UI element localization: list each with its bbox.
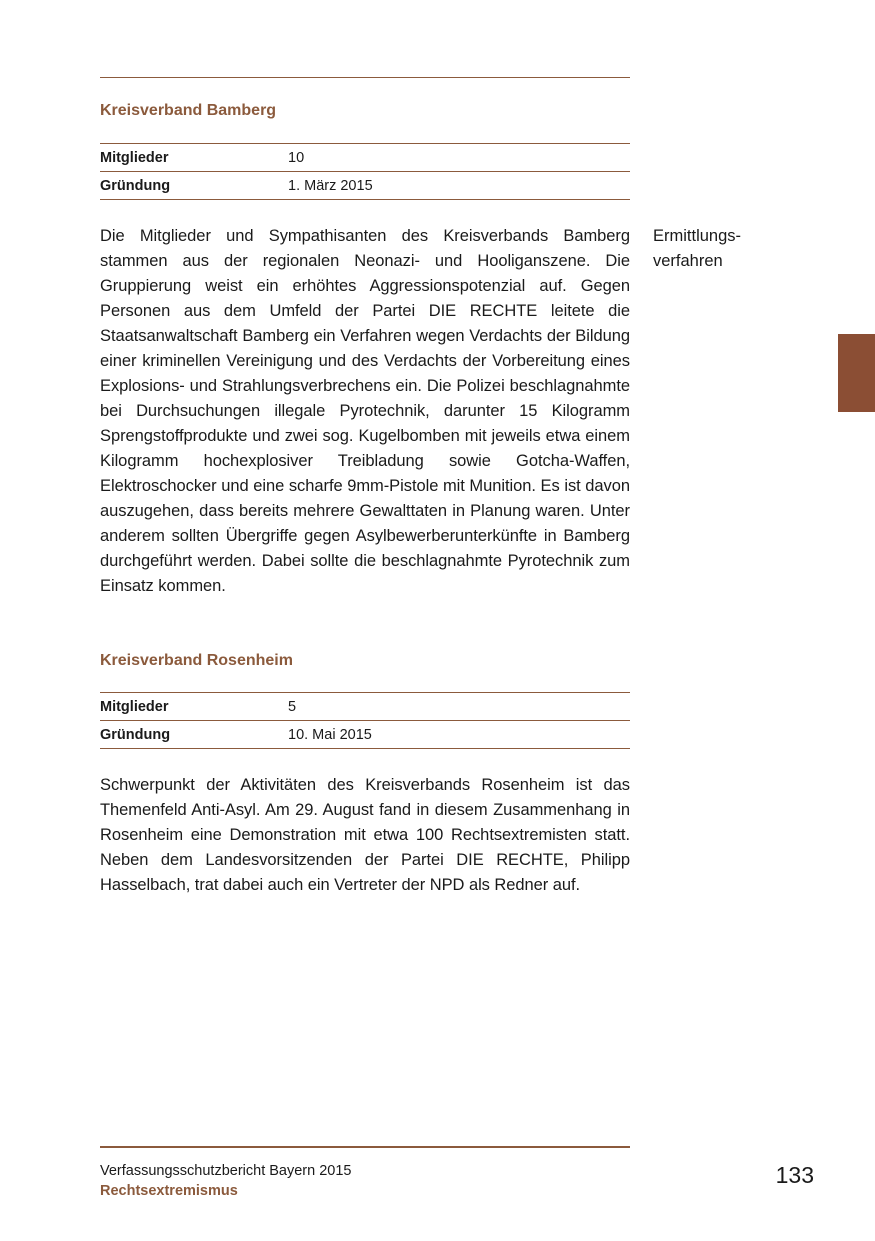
fact-value: 1. März 2015 [288, 178, 373, 194]
fact-row-founding [100, 172, 630, 200]
footer-report-title: Verfassungsschutzbericht Bayern 2015 [100, 1163, 352, 1179]
section-body-rosenheim: Schwerpunkt der Aktivitäten des Kreisverbands Rosenheim ist das Themenfeld Anti-Asyl. Am 29. August fand in diesem Zusammenhang in Rosenheim eine Demonstration mit etwa 100 Rechtsextremisten statt. Neben dem Landesvorsitzenden der Partei DIE RECHTE, Philipp Hasselbach, trat dabei auch ein Vertreter der NPD als Redner auf. [100, 776, 630, 894]
fact-value: 10. Mai 2015 [288, 727, 372, 743]
fact-table-bottom-rule [100, 748, 630, 749]
footer-divider [100, 1146, 630, 1148]
fact-label: Mitglieder [100, 150, 169, 166]
section-body-bamberg: Die Mitglieder und Sympathisanten des Kreisverbands Bamberg stammen aus der regionalen Neonazi- und Hooliganszene. Die Gruppierung weist ein erhöhtes Aggressionspotenzial auf. Gegen Personen aus dem Umfeld der Partei DIE RECHTE leitete die Staatsanwaltschaft Bamberg ein Verfahren wegen Verdachts der Bildung einer kriminellen Vereinigung und des Verdachts der Vorbereitung eines Explosions- und Strahlungsverbrechens ein. Die Polizei beschlagnahmte bei Durchsuchungen illegale Pyrotechnik, darunter 15 Kilogramm Sprengstoffprodukte und zwei sog. Kugelbomben mit jeweils etwa einem Kilogramm hochexplosiver Treibladung sowie Gotcha-Waffen, Elektroschocker und eine scharfe 9mm-Pistole mit Munition. Es ist davon auszugehen, dass bereits mehrere Gewalttaten in Planung waren. Unter anderem sollten Übergriffe gegen Asylbewerberunterkünfte in Bamberg durchgeführt werden. Dabei sollte die beschlagnahmte Pyrotechnik zum Einsatz kommen. [100, 227, 630, 595]
fact-row-founding [100, 721, 630, 749]
top-divider [100, 77, 630, 78]
fact-row-members [100, 693, 630, 721]
footer-chapter-title: Rechtsextremismus [100, 1183, 238, 1199]
section-heading-rosenheim: Kreisverband Rosenheim [100, 652, 293, 669]
section-heading-bamberg: Kreisverband Bamberg [100, 102, 277, 119]
fact-label: Gründung [100, 727, 171, 743]
fact-value: 10 [288, 150, 305, 166]
fact-label: Mitglieder [100, 699, 169, 715]
page-number: 133 [775, 1162, 814, 1188]
margin-note: Ermittlungs- verfahren [653, 227, 742, 270]
fact-value: 5 [288, 699, 297, 715]
fact-row-members [100, 144, 630, 172]
fact-table-bottom-rule [100, 199, 630, 200]
fact-label: Gründung [100, 178, 171, 194]
chapter-tab [838, 334, 875, 412]
